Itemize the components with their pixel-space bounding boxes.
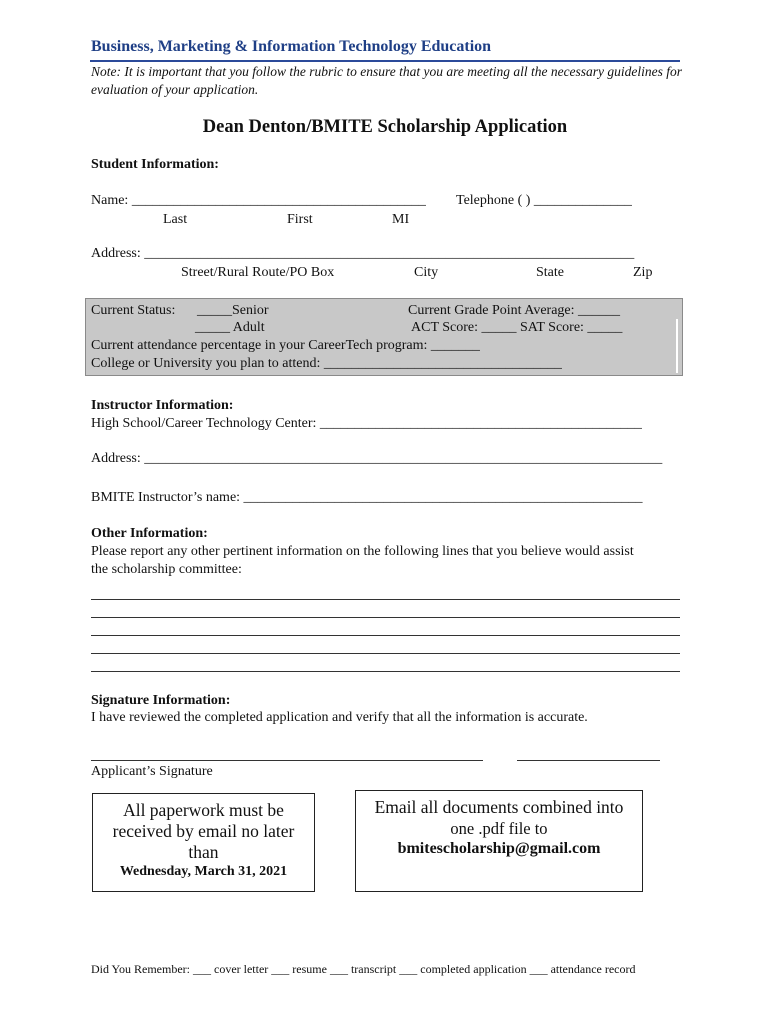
email-address[interactable]: bmitescholarship@gmail.com	[397, 840, 601, 857]
department-heading: Business, Marketing & Information Technology Education	[91, 38, 492, 55]
student-info-heading: Student Information:	[91, 157, 219, 172]
instructor-address-field[interactable]: Address: __________________________________________________________________________	[91, 451, 663, 466]
email-line-2: one .pdf file to	[450, 819, 548, 838]
label-last: Last	[163, 212, 188, 227]
answer-line[interactable]	[91, 635, 680, 636]
adult-option[interactable]: _____ Adult	[195, 320, 265, 335]
answer-line[interactable]	[91, 671, 680, 672]
header-rule	[90, 60, 680, 62]
status-box-edge	[676, 319, 678, 373]
act-sat-field[interactable]: ACT Score: _____ SAT Score: _____	[411, 320, 623, 335]
deadline-line-3: than	[188, 842, 219, 862]
name-field[interactable]: Name: __________________________________________	[91, 193, 426, 208]
attendance-field[interactable]: Current attendance percentage in your CareerTech program: _______	[91, 338, 480, 353]
label-zip: Zip	[633, 265, 653, 280]
college-field[interactable]: College or University you plan to attend: __________________________________	[91, 356, 562, 371]
applicant-signature-label: Applicant’s Signature	[91, 764, 213, 779]
deadline-date: Wednesday, March 31, 2021	[119, 864, 288, 879]
label-mi: MI	[392, 212, 410, 227]
email-line-1: Email all documents combined into	[374, 797, 624, 817]
date-line[interactable]	[517, 760, 660, 761]
other-info-heading: Other Information:	[91, 526, 208, 541]
label-first: First	[287, 212, 313, 227]
checklist-footer: Did You Remember: ___ cover letter ___ resume ___ transcript ___ completed application ___ attendance record	[91, 962, 636, 976]
senior-option[interactable]: _____Senior	[197, 303, 269, 318]
school-field[interactable]: High School/Career Technology Center: ______________________________________________	[91, 416, 642, 431]
deadline-line-1: All paperwork must be	[123, 800, 284, 820]
instructor-info-heading: Instructor Information:	[91, 398, 234, 413]
address-field[interactable]: Address: ______________________________________________________________________	[91, 246, 635, 261]
label-city: City	[414, 265, 439, 280]
deadline-box	[92, 793, 315, 892]
deadline-line-2: received by email no later	[112, 821, 295, 841]
gpa-field[interactable]: Current Grade Point Average: ______	[408, 303, 621, 318]
signature-info-heading: Signature Information:	[91, 693, 231, 708]
label-street: Street/Rural Route/PO Box	[181, 265, 335, 280]
form-title: Dean Denton/BMITE Scholarship Application	[202, 117, 568, 137]
signature-line[interactable]	[91, 760, 483, 761]
rubric-note: Note: It is important that you follow the rubric to ensure that you are meeting all the necessary guidelines for evaluation of your application.	[91, 64, 683, 97]
answer-line[interactable]	[91, 617, 680, 618]
current-status-label: Current Status:	[91, 303, 176, 318]
other-info-prompt-1: Please report any other pertinent information on the following lines that you believe would assist	[91, 544, 634, 559]
other-info-prompt-2: the scholarship committee:	[91, 562, 242, 577]
answer-line[interactable]	[91, 653, 680, 654]
instructor-name-field[interactable]: BMITE Instructor’s name: _________________________________________________________	[91, 490, 643, 505]
answer-line[interactable]	[91, 599, 680, 600]
email-box	[355, 790, 643, 892]
telephone-field[interactable]: Telephone ( ) ______________	[456, 193, 632, 208]
signature-statement: I have reviewed the completed application and verify that all the information is accurate.	[91, 710, 588, 725]
label-state: State	[536, 265, 564, 280]
